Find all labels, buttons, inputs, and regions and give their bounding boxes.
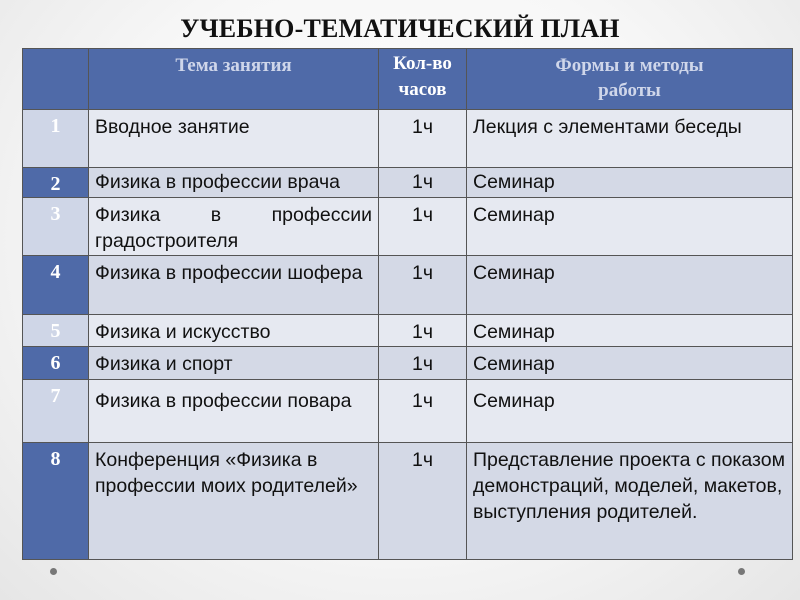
row-hours: 1ч [379,256,467,315]
row-forms: Лекция с элементами беседы [467,110,793,168]
row-number: 8 [23,443,89,560]
header-hours-line1: Кол-во [393,53,452,74]
table-row [23,443,793,560]
row-forms: Семинар [467,256,793,315]
row-forms: Семинар [467,315,793,347]
table-row [23,168,793,198]
row-number: 1 [23,110,89,168]
lesson-plan-table [22,48,793,560]
row-topic: Физика в профессии шофера [89,256,379,315]
header-hours [379,49,467,110]
table-row [23,315,793,347]
row-topic: Физика в профессии повара [89,380,379,443]
row-hours: 1ч [379,315,467,347]
row-topic: Вводное занятие [89,110,379,168]
table-header-row [23,49,793,110]
header-number [23,49,89,110]
table-row [23,256,793,315]
row-forms: Семинар [467,198,793,256]
header-topic-label: Тема занятия [175,55,292,76]
row-number: 2 [23,168,89,198]
header-forms-line1: Формы и методы [555,55,704,76]
header-forms-line2: работы [598,80,661,101]
left-bullet-dot [50,568,57,575]
row-forms: Представление проекта с показом демонстраций, моделей, макетов, выступления родителей. [467,443,793,560]
row-topic: Физика в профессии градостроителя [89,198,379,256]
row-forms: Семинар [467,380,793,443]
row-hours: 1ч [379,110,467,168]
table-row [23,198,793,256]
row-topic: Физика и искусство [89,315,379,347]
row-hours: 1ч [379,380,467,443]
header-hours-line2: часов [398,79,447,100]
row-number: 3 [23,198,89,256]
header-forms [467,49,793,110]
row-topic: Физика в профессии врача [89,168,379,198]
header-topic [89,49,379,110]
row-number: 5 [23,315,89,347]
table-row [23,380,793,443]
row-number: 6 [23,347,89,380]
right-bullet-dot [738,568,745,575]
page-title: УЧЕБНО-ТЕМАТИЧЕСКИЙ ПЛАН [180,14,620,43]
row-hours: 1ч [379,198,467,256]
table-row [23,110,793,168]
row-forms: Семинар [467,347,793,380]
row-hours: 1ч [379,168,467,198]
row-number: 4 [23,256,89,315]
row-number: 7 [23,380,89,443]
row-topic: Конференция «Физика в профессии моих родителей» [89,443,379,560]
row-topic: Физика и спорт [89,347,379,380]
table-row [23,347,793,380]
row-hours: 1ч [379,443,467,560]
row-hours: 1ч [379,347,467,380]
row-forms: Семинар [467,168,793,198]
